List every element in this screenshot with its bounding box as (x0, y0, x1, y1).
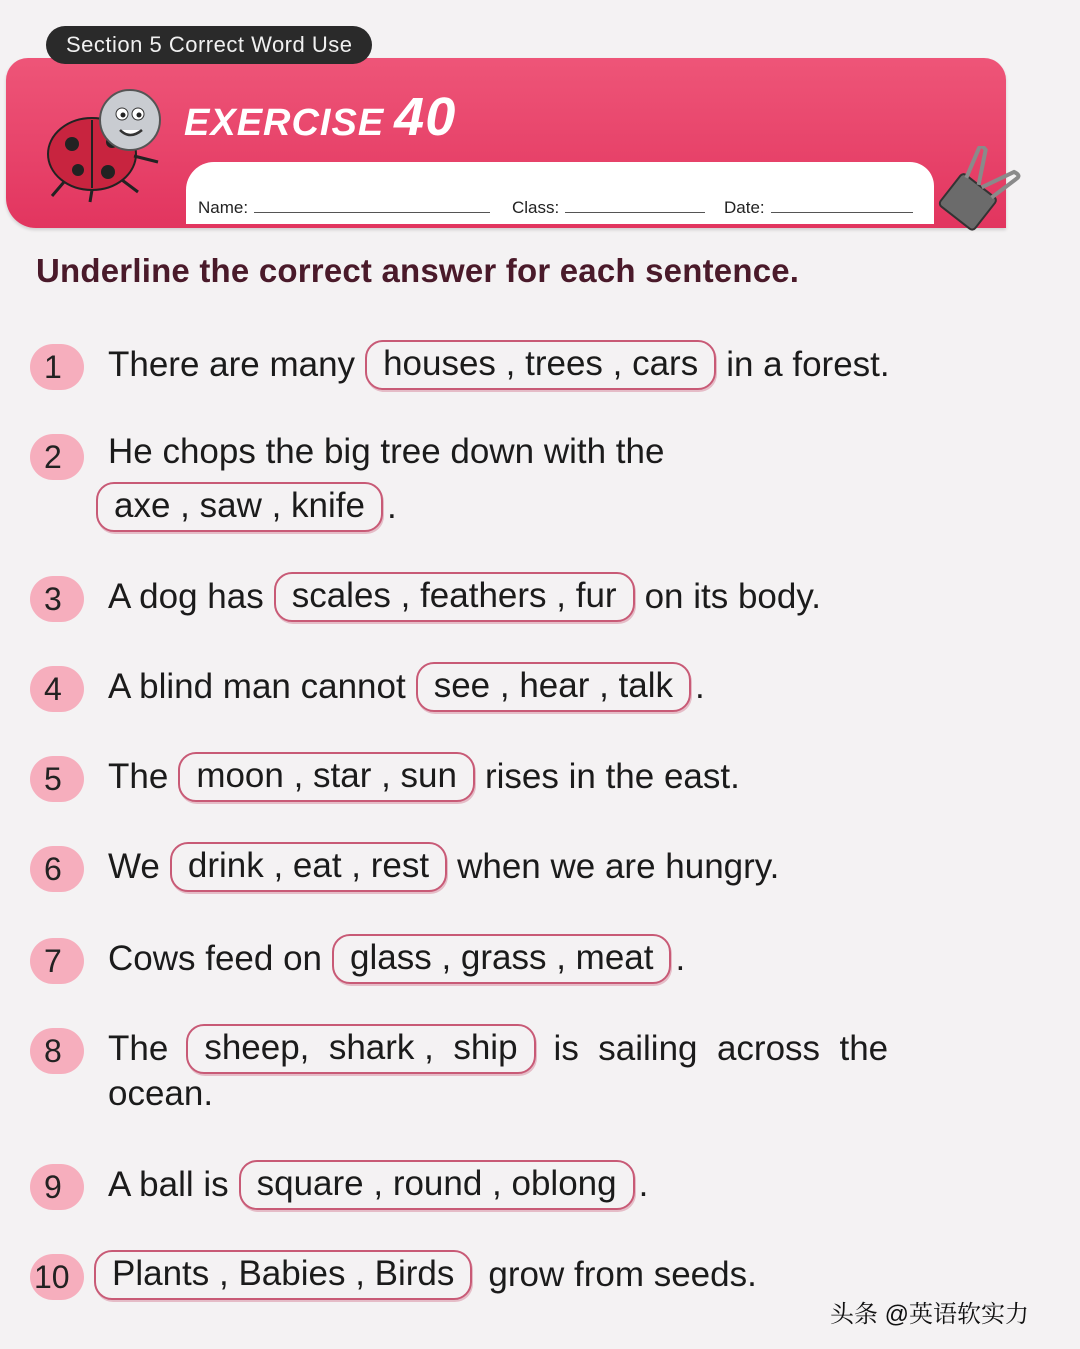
sentence-end: when we are hungry. (457, 847, 780, 886)
answer-choices[interactable]: houses , trees , cars (365, 340, 716, 390)
question-number-badge: 2 (30, 434, 84, 480)
sentence-start: A blind man cannot (108, 667, 406, 706)
name-label: Name: (198, 198, 249, 217)
name-field[interactable] (198, 198, 490, 218)
answer-choices[interactable]: moon , star , sun (178, 752, 475, 802)
instructions-heading: Underline the correct answer for each sentence. (36, 252, 800, 289)
date-field[interactable] (724, 198, 913, 218)
date-label: Date: (724, 198, 765, 217)
exercise-number: 40 (394, 87, 457, 147)
sentence-end: is sailing across the (553, 1029, 889, 1068)
sentence-start: A ball is (108, 1165, 229, 1204)
sentence-start: There are many (108, 345, 356, 384)
exercise-title (184, 86, 456, 148)
sentence-end: . (386, 487, 397, 526)
answer-choices[interactable]: sheep, shark , ship (186, 1024, 535, 1074)
sentence-end: in a forest. (726, 345, 890, 384)
name-line[interactable] (254, 198, 490, 213)
date-line[interactable] (771, 198, 913, 213)
sentence-start: Cows feed on (108, 939, 323, 978)
sentence-start: The (108, 757, 169, 796)
sentence-end: on its body. (644, 577, 821, 616)
sentence-end: . (675, 939, 686, 978)
sentence-start: A dog has (108, 577, 264, 616)
watermark: 头条 @英语软实力 (830, 1301, 1030, 1328)
question-number-badge: 1 (30, 344, 84, 390)
sentence-end: rises in the east. (484, 757, 740, 796)
answer-choices[interactable]: axe , saw , knife (96, 482, 383, 532)
class-line[interactable] (565, 198, 705, 213)
sentence-end: . (638, 1165, 649, 1204)
sentence-start: He chops the big tree down with the (108, 432, 665, 471)
answer-choices[interactable]: drink , eat , rest (170, 842, 447, 892)
question-number-badge: 4 (30, 666, 84, 712)
ladybug-mascot-icon (34, 84, 174, 209)
sentence-end: grow from seeds. (488, 1255, 757, 1294)
class-field[interactable] (512, 198, 705, 218)
sentence-continuation: ocean. (108, 1074, 214, 1113)
question-number-badge: 5 (30, 756, 84, 802)
question-number-badge: 3 (30, 576, 84, 622)
section-label: Section 5 Correct Word Use (46, 26, 372, 64)
sentence-start: We (108, 847, 160, 886)
answer-choices[interactable]: glass , grass , meat (332, 934, 671, 984)
question-number-badge: 8 (30, 1028, 84, 1074)
sentence-end: . (695, 667, 705, 706)
answer-choices[interactable]: see , hear , talk (416, 662, 691, 712)
answer-choices[interactable]: Plants , Babies , Birds (94, 1250, 472, 1300)
answer-choices[interactable]: scales , feathers , fur (274, 572, 635, 622)
question-number-badge: 9 (30, 1164, 84, 1210)
exercise-word: EXERCISE (184, 102, 385, 144)
question-number-badge: 10 (30, 1254, 84, 1300)
question-number-badge: 7 (30, 938, 84, 984)
sentence-start: The (108, 1029, 169, 1068)
answer-choices[interactable]: square , round , oblong (239, 1160, 635, 1210)
question-number-badge: 6 (30, 846, 84, 892)
binder-clip-icon (926, 146, 1022, 247)
class-label: Class: (512, 198, 560, 217)
